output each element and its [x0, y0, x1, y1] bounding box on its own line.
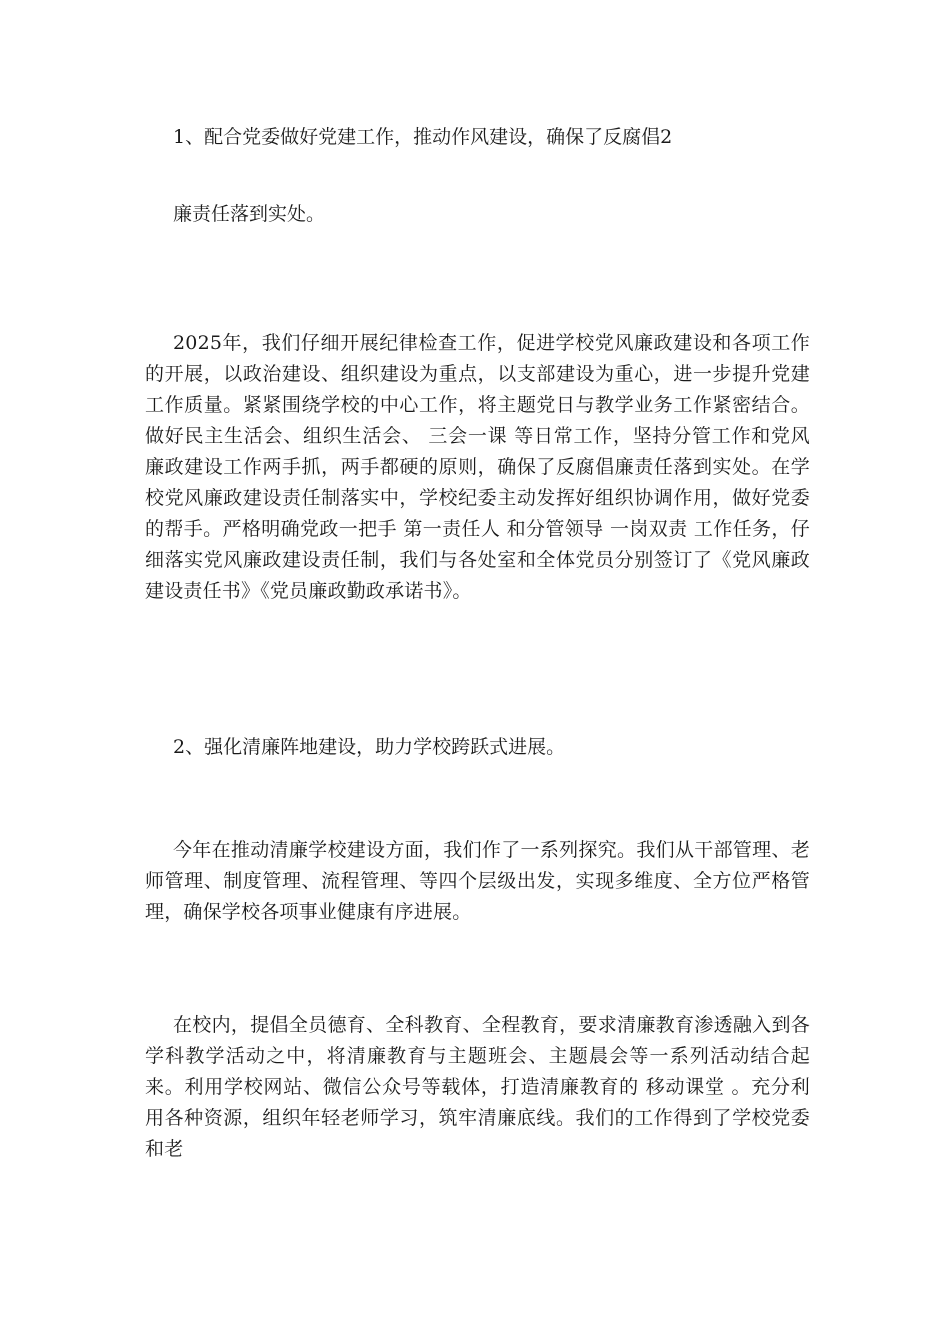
section-heading-2: 2、强化清廉阵地建设，助力学校跨跃式进展。 [173, 736, 566, 758]
section-heading-1-continuation: 廉责任落到实处。 [173, 203, 326, 225]
section-heading-1: 1、配合党委做好党建工作，推动作风建设，确保了反腐倡2 [173, 126, 673, 148]
paragraph-clean-school-construction: 今年在推动清廉学校建设方面，我们作了一系列探究。我们从干部管理、老师管理、制度管理、流程管理、等四个层级出发，实现多维度、全方位严格管理，确保学校各项事业健康有序进展。 [145, 839, 810, 923]
paragraph-discipline-inspection: 2025年，我们仔细开展纪律检查工作，促进学校党风廉政建设和各项工作的开展，以政治建设、组织建设为重点，以支部建设为重心，进一步提升党建工作质量。紧紧围绕学校的中心工作，将主题党日与教学业务工作紧密结合。做好民主生活会、组织生活会、 三会一课 等日常工作，坚持分管工作和党风廉政建设工作两手抓，两手都硬的原则，确保了反腐倡廉责任落到实处。在学校党风廉政建设责任制落实中，学校纪委主动发挥好组织协调作用，做好党委的帮手。严格明确党政一把手 第一责任人 和分管领导 一岗双责 工作任务，仔细落实党风廉政建设责任制，我们与各处室和全体党员分别签订了《党风廉政建设责任书》《党员廉政勤政承诺书》。 [145, 332, 810, 602]
paragraph-campus-education: 在校内，提倡全员德育、全科教育、全程教育，要求清廉教育渗透融入到各学科教学活动之中，将清廉教育与主题班会、主题晨会等一系列活动结合起来。利用学校网站、微信公众号等载体，打造清廉教育的 移动课堂 。充分利用各种资源，组织年轻老师学习，筑牢清廉底线。我们的工作得到了学校党委和老 [145, 1014, 810, 1160]
